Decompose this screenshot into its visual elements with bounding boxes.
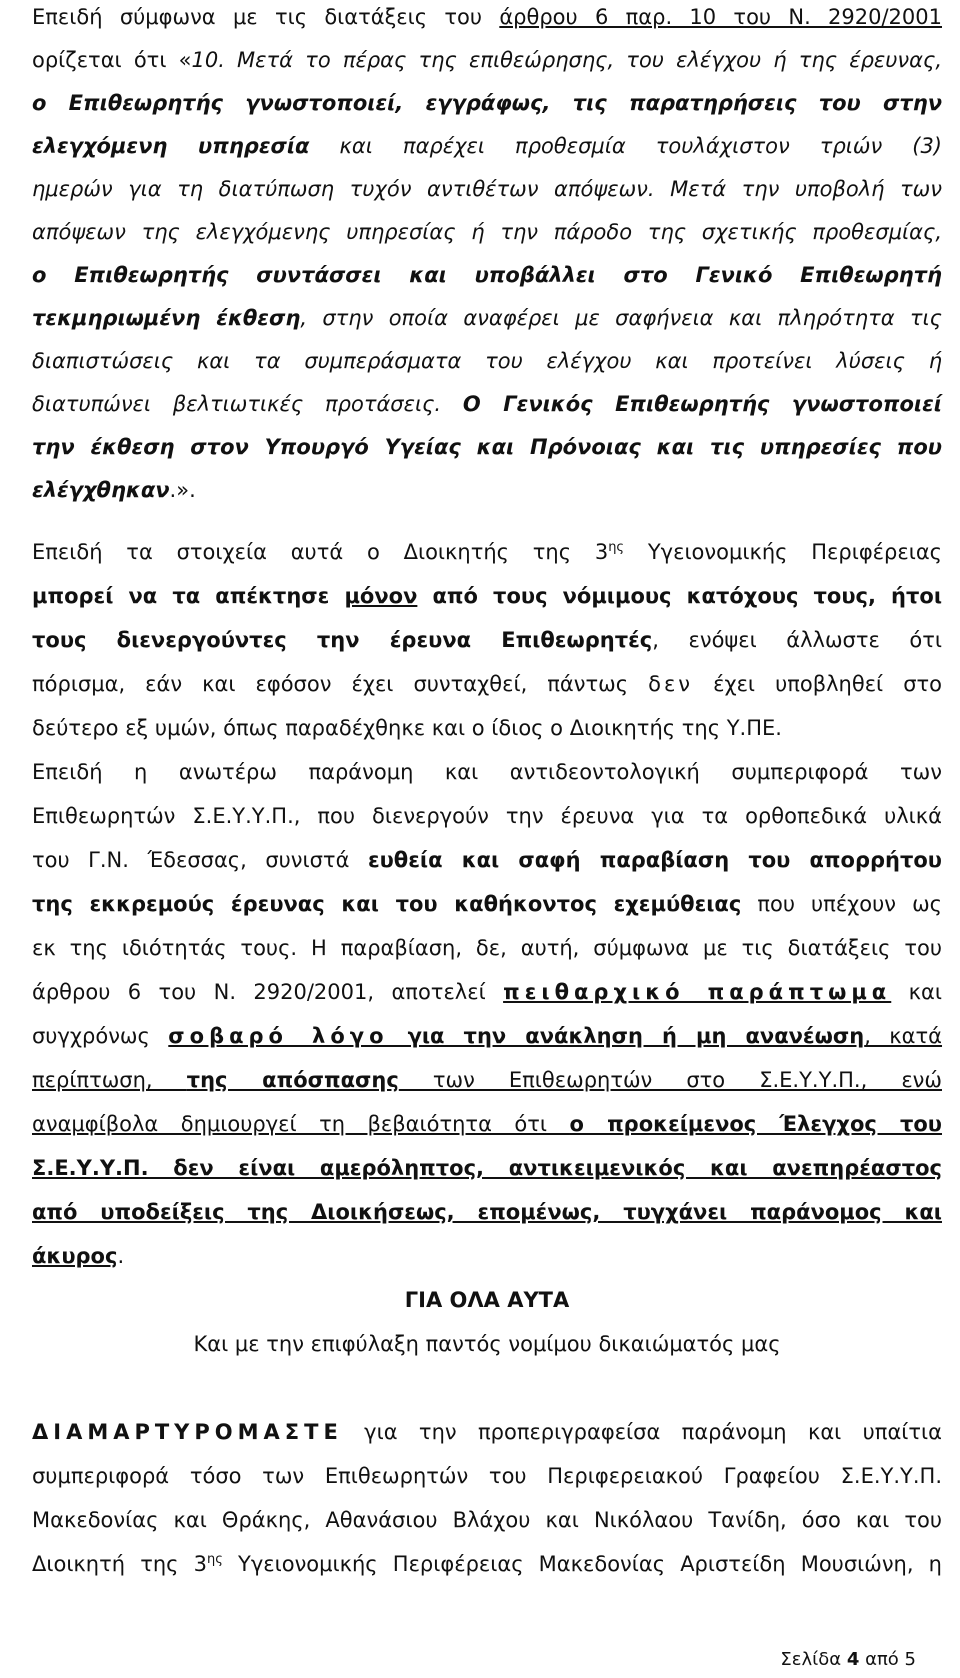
text-line: του Γ.Ν. Έδεσσας, συνιστά ευθεία και σαφή παραβίαση του απορρήτου bbox=[32, 848, 942, 872]
text-line: Επειδή τα στοιχεία αυτά ο Διοικητής της $3^{\eta\varsigma}$ Υγειονομικής Περιφέρειας bbox=[32, 540, 942, 564]
text-line: Επιθεωρητών Σ.Ε.Υ.Υ.Π., που διενεργούν την έρευνα για τα ορθοπεδικά υλικά bbox=[32, 804, 942, 828]
text-line: εκ της ιδιότητάς τους. Η παραβίαση, δε, αυτή, σύμφωνα με τις διατάξεις του bbox=[32, 936, 942, 960]
text-line: την έκθεση στον Υπουργό Υγείας και Πρόνοιας και τις υπηρεσίες που bbox=[32, 435, 942, 459]
text-line: άκυρος. bbox=[32, 1244, 125, 1268]
total-pages: 5 bbox=[904, 1649, 916, 1670]
text-line: ο Επιθεωρητής γνωστοποιεί, εγγράφως, τις παρατηρήσεις του στην bbox=[32, 91, 942, 115]
text-line: ο Επιθεωρητής συντάσσει και υποβάλλει στο Γενικό Επιθεωρητή bbox=[32, 263, 942, 287]
text-line: πόρισμα, εάν και εφόσον έχει συνταχθεί, πάντως δεν έχει υποβληθεί στο bbox=[32, 672, 942, 696]
text-line: αναμφίβολα δημιουργεί τη βεβαιότητα ότι ο προκείμενος Έλεγχος του bbox=[32, 1112, 942, 1136]
text-line: ΔΙΑΜΑΡΤΥΡΟΜΑΣΤΕ για την προπεριγραφείσα παράνομη και υπαίτια bbox=[32, 1420, 942, 1444]
text-line: τους διενεργούντες την έρευνα Επιθεωρητές, ενόψει άλλωστε ότι bbox=[32, 628, 942, 652]
text-line: ελέγχθηκαν.». bbox=[32, 478, 196, 502]
text-line: ελεγχόμενη υπηρεσία και παρέχει προθεσμία τουλάχιστον τριών (3) bbox=[32, 134, 943, 158]
text-line: Σ.Ε.Υ.Υ.Π. δεν είναι αμερόληπτος, αντικειμενικός και ανεπηρέαστος bbox=[32, 1156, 942, 1180]
current-page-number: 4 bbox=[846, 1649, 860, 1670]
text-line: δεύτερο εξ υμών, όπως παραδέχθηκε και ο ίδιος ο Διοικητής της Υ.ΠΕ. bbox=[32, 716, 782, 740]
text-line: συμπεριφορά τόσο των Επιθεωρητών του Περιφερειακού Γραφείου Σ.Ε.Υ.Υ.Π. bbox=[32, 1464, 942, 1488]
text-line: Και με την επιφύλαξη παντός νομίμου δικαιώματός μας bbox=[193, 1332, 781, 1356]
text-line: ημερών για τη διατύπωση τυχόν αντιθέτων απόψεων. Μετά την υποβολή των bbox=[32, 177, 942, 201]
text-line: άρθρου 6 του Ν. 2920/2001, αποτελεί πειθαρχικό παράπτωμα και bbox=[32, 980, 942, 1004]
section-heading: ΓΙΑ ΟΛΑ ΑΥΤΑ bbox=[404, 1288, 570, 1312]
text-line: Επειδή η ανωτέρω παράνομη και αντιδεοντολογική συμπεριφορά των bbox=[32, 760, 942, 784]
text-line: Διοικητή της $3^{\eta\varsigma}$ Υγειονομικής Περιφέρειας Μακεδονίας Αριστείδη Μουσιώνη, η bbox=[32, 1552, 942, 1576]
text-line: από υποδείξεις της Διοικήσεως, επομένως, τυγχάνει παράνομος και bbox=[32, 1200, 942, 1224]
law-reference-link: άρθρου 6 παρ. 10 του Ν. 2920/2001 bbox=[499, 5, 942, 29]
text-line: διατυπώνει βελτιωτικές προτάσεις. Ο Γενικός Επιθεωρητής γνωστοποιεί bbox=[32, 392, 942, 416]
text-line: απόψεων της ελεγχόμενης υπηρεσίας ή την πάροδο της σχετικής προθεσμίας, bbox=[32, 220, 942, 244]
text-line: Επειδή σύμφωνα με τις διατάξεις του άρθρου 6 παρ. 10 του Ν. 2920/2001 bbox=[32, 5, 942, 29]
text-line: της εκκρεμούς έρευνας και του καθήκοντος εχεμύθειας που υπέχουν ως bbox=[32, 892, 942, 916]
text-line: τεκμηριωμένη έκθεση, στην οποία αναφέρει με σαφήνεια και πληρότητα τις bbox=[32, 306, 942, 330]
text-line: ορίζεται ότι «10. Μετά το πέρας της επιθεώρησης, του ελέγχου ή της έρευνας, bbox=[32, 48, 943, 72]
page-footer: Σελίδα 4 από 5 bbox=[780, 1649, 916, 1670]
text-line: περίπτωση, της απόσπασης των Επιθεωρητών στο Σ.Ε.Υ.Υ.Π., ενώ bbox=[32, 1068, 942, 1092]
text-line: διαπιστώσεις και τα συμπεράσματα του ελέγχου και προτείνει λύσεις ή bbox=[32, 349, 942, 373]
text-line: Μακεδονίας και Θράκης, Αθανάσιου Βλάχου και Νικόλαου Τανίδη, όσο και του bbox=[32, 1508, 942, 1532]
text-line: συγχρόνως σοβαρό λόγο για την ανάκληση ή μη ανανέωση, κατά bbox=[32, 1024, 943, 1048]
text-line: μπορεί να τα απέκτησε μόνον από τους νόμιμους κατόχους τους, ήτοι bbox=[32, 584, 943, 608]
